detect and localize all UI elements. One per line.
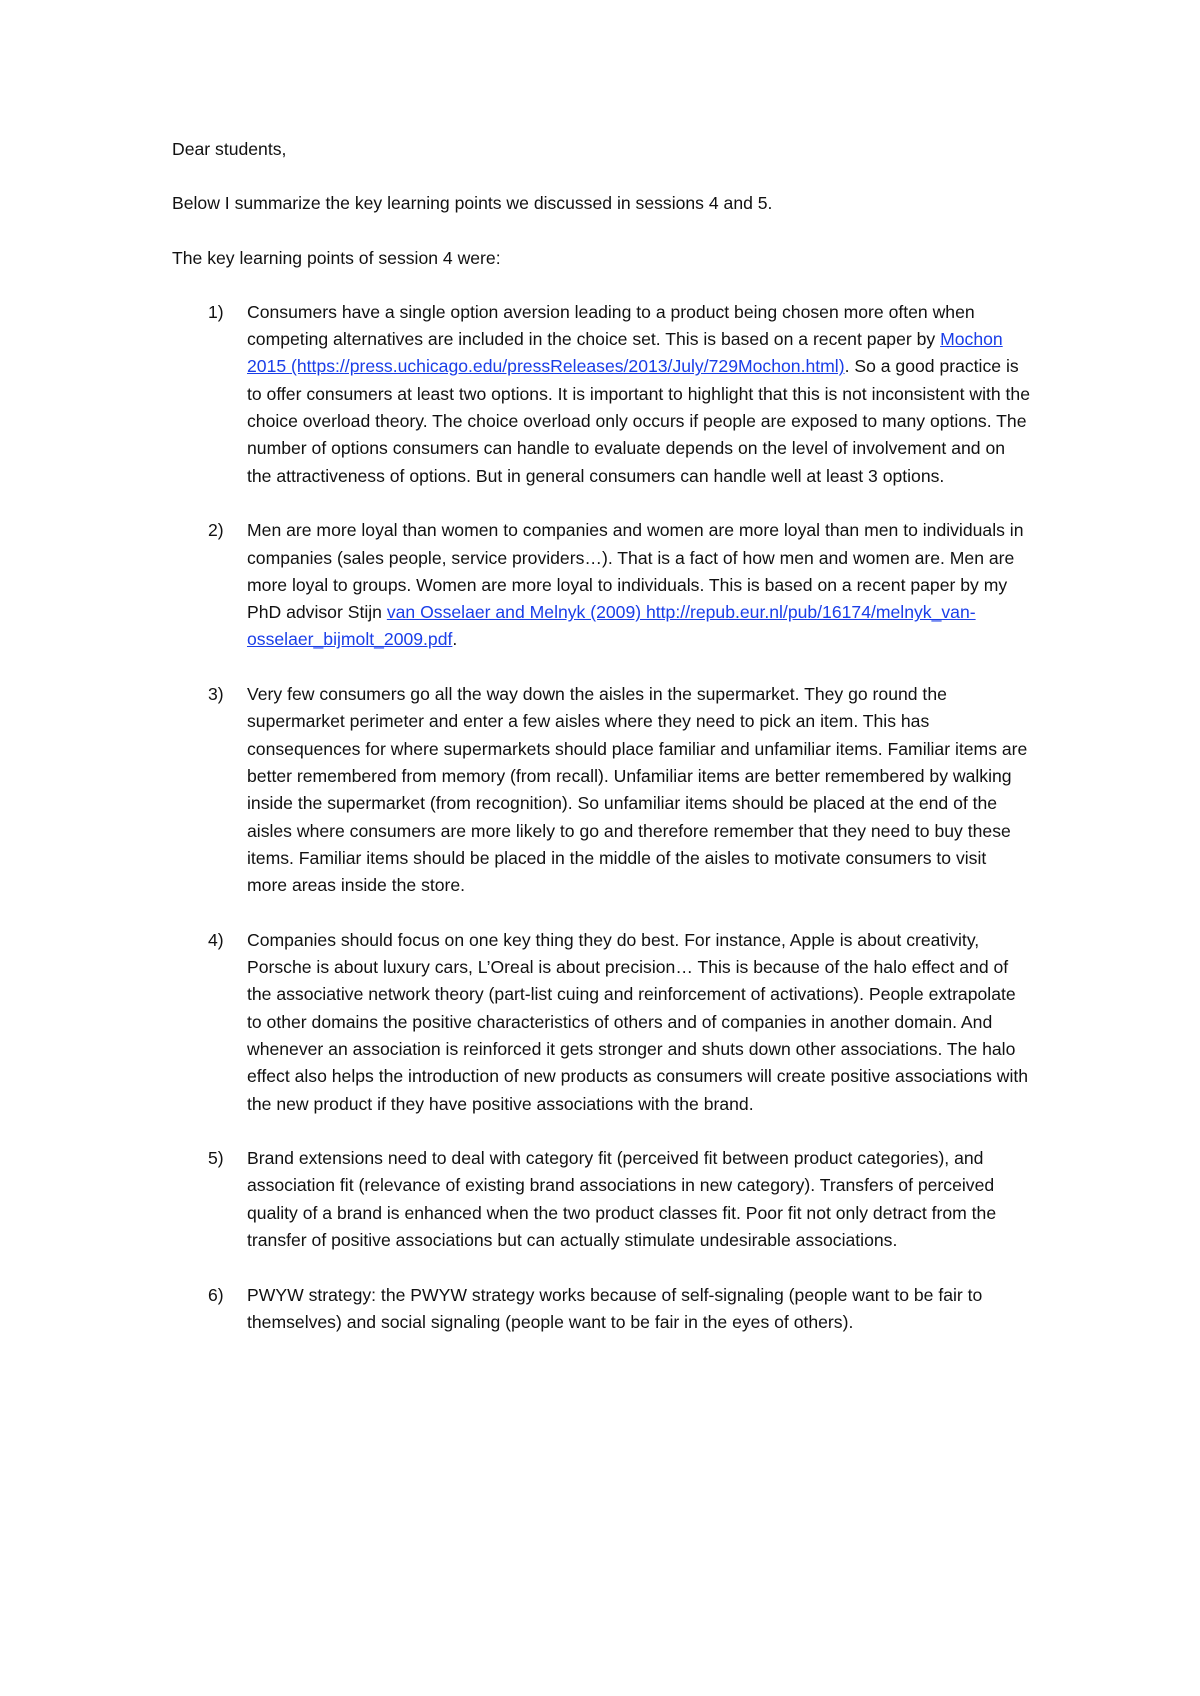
list-text: . So a good practice is to offer consumers at least two options. It is important to highlight that this is not inconsistent with the choice overload theory. The choice overload only occurs if people are exposed to many options. The number of options consumers can handle to evaluate depends on the level of involvement and on the attractiveness of options. But in general consumers can handle well at least 3 options. xyxy=(247,356,1030,486)
list-text: Men are more loyal than women to companies and women are more loyal than men to individuals in companies (sales people, service providers…). That is a fact of how men and women are. Men are more loyal to groups. Women are more loyal to individuals. This is based on a recent paper by my PhD advisor Stijn xyxy=(247,520,1024,623)
list-text: . xyxy=(452,629,458,650)
van-osselaer-link[interactable]: van Osselaer and Melnyk (2009) http://repub.eur.nl/pub/16174/melnyk_van-osselaer_bijmolt_2009.pdf xyxy=(247,602,976,650)
list-item xyxy=(172,927,1030,1118)
list-text: Consumers have a single option aversion leading to a product being chosen more often when competing alternatives are included in the choice set. This is based on a recent paper by xyxy=(247,301,975,350)
intro-paragraph: Below I summarize the key learning points we discussed in sessions 4 and 5. xyxy=(172,193,773,214)
list-text: PWYW strategy: the PWYW strategy works because of self-signaling (people want to be fair to themselves) and social signaling (people want to be fair in the eyes of others). xyxy=(247,1284,983,1332)
list-number: 6) xyxy=(208,1284,224,1305)
list-text: Brand extensions need to deal with category fit (perceived fit between product categories), and association fit (relevance of existing brand associations in new category). Transfers of perceived quality of a brand is enhanced when the two product classes fit. Poor fit not only detract from the transfer of positive associations but can actually stimulate undesirable associations. xyxy=(247,1148,997,1250)
list-number: 5) xyxy=(208,1148,224,1169)
list-item xyxy=(172,1282,1030,1337)
list-number: 3) xyxy=(208,684,224,705)
list-item xyxy=(172,299,1030,490)
list-number: 4) xyxy=(208,929,224,950)
list-item xyxy=(172,681,1030,899)
list-number: 2) xyxy=(208,520,224,541)
list-number: 1) xyxy=(208,301,224,322)
list-text: Companies should focus on one key thing they do best. For instance, Apple is about creativity, Porsche is about luxury cars, L’Oreal is about precision… This is because of the halo effect and of the associative network theory (part-list cuing and reinforcement of activations). People extrapolate to other domains the positive characteristics of others and of companies in another domain. And whenever an association is reinforced it gets stronger and shuts down other associations. The halo effect also helps the introduction of new products as consumers will create positive associations with the new product if they have positive associations with the brand. xyxy=(247,929,1029,1114)
list-text: Very few consumers go all the way down the aisles in the supermarket. They go round the supermarket perimeter and enter a few aisles where they need to pick an item. This has consequences for where supermarkets should place familiar and unfamiliar items. Familiar items are better remembered from memory (from recall). Unfamiliar items are better remembered by walking inside the supermarket (from recognition). So unfamiliar items should be placed at the end of the aisles where consumers are more likely to go and therefore remember that they need to buy these items. Familiar items should be placed in the middle of the aisles to motivate consumers to visit more areas inside the store. xyxy=(247,684,1028,896)
list-item xyxy=(172,517,1030,653)
document-page xyxy=(172,136,1030,1363)
mochon-link[interactable]: Mochon 2015 (https://press.uchicago.edu/pressReleases/2013/July/729Mochon.html) xyxy=(247,329,1003,377)
greeting: Dear students, xyxy=(172,139,287,159)
list-item xyxy=(172,1145,1030,1254)
session-heading: The key learning points of session 4 were: xyxy=(172,247,501,268)
key-points-list xyxy=(172,299,1030,1336)
